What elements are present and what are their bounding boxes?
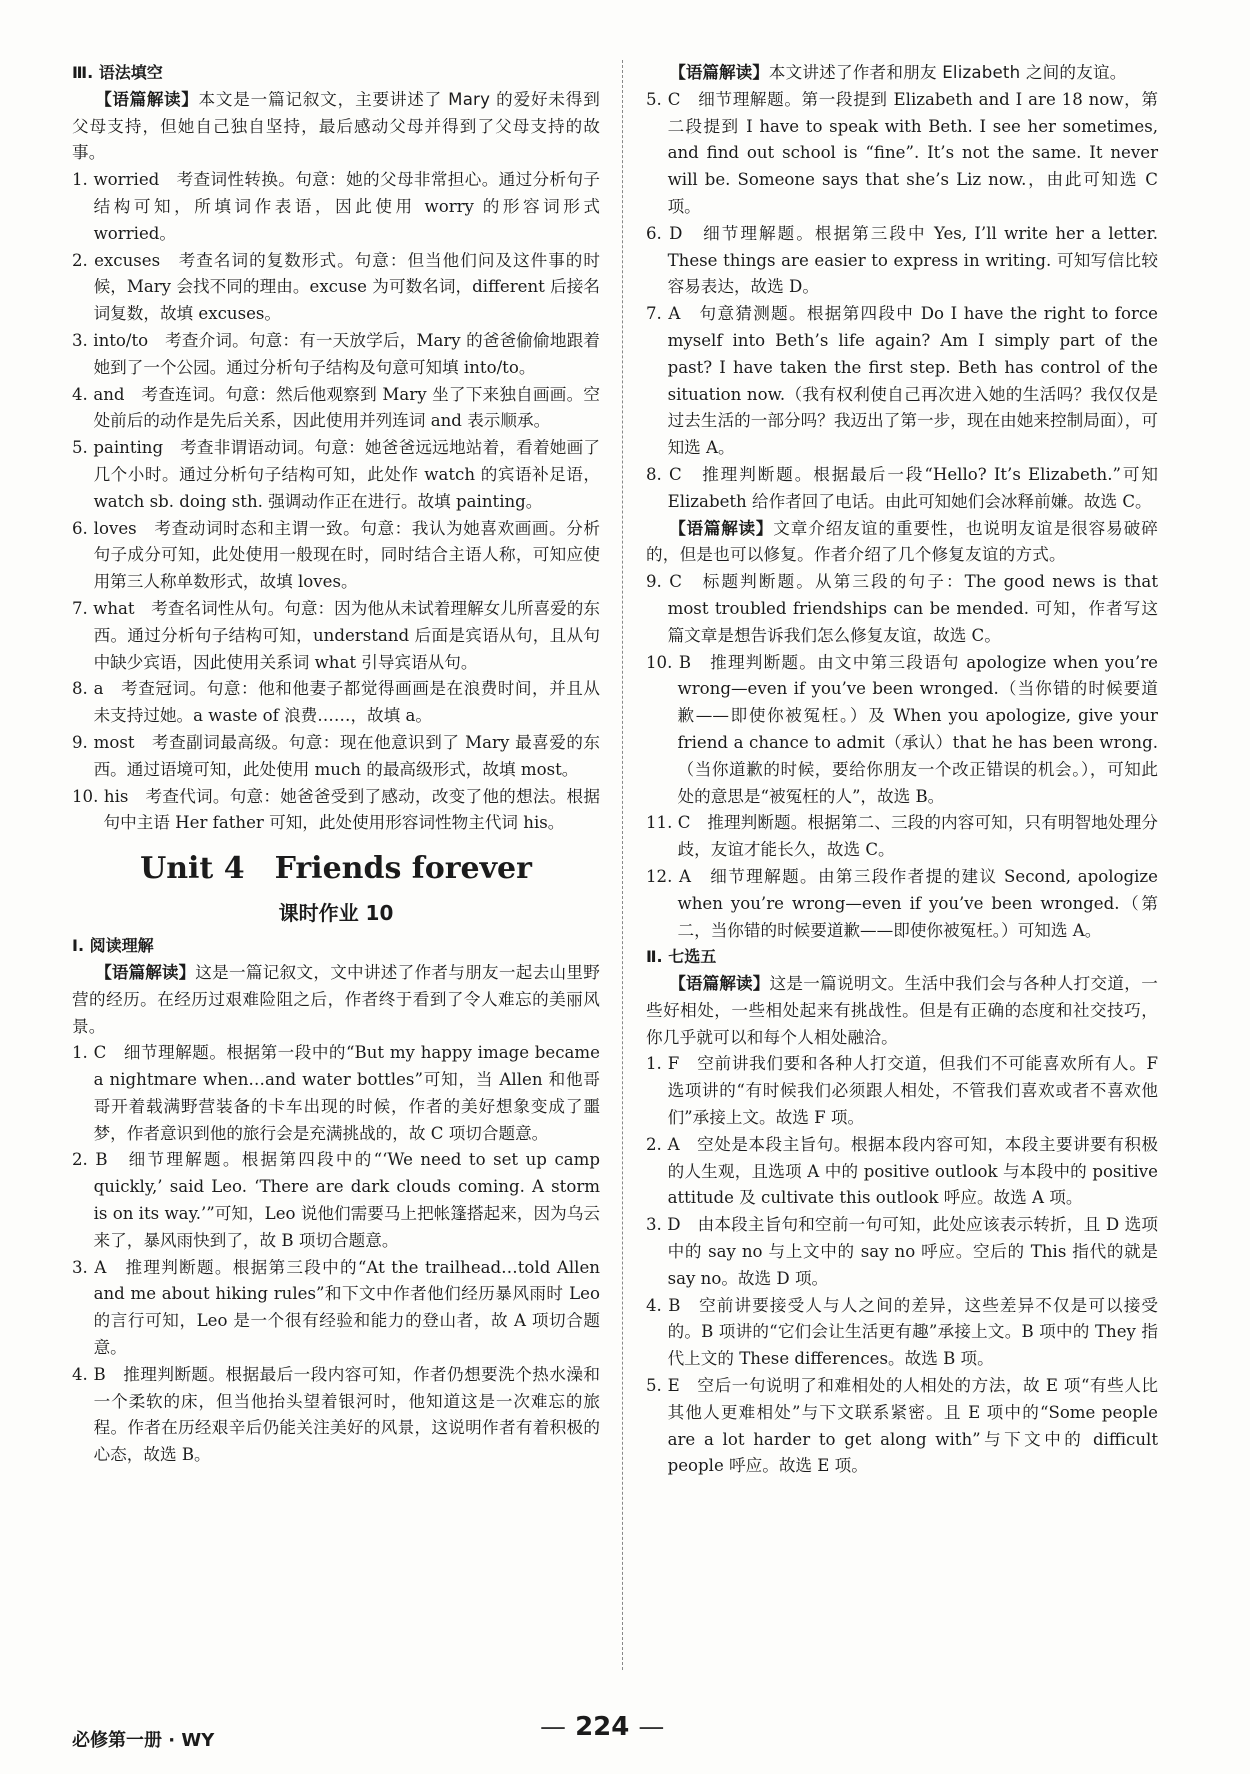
interp-tag: 【语篇解读】 (669, 63, 769, 82)
answer-item: 11. C 推理判断题。根据第二、三段的内容可知，只有明智地处理分歧，友谊才能长久，故选 C。 (646, 813, 1158, 860)
answer-item: 5. painting 考查非谓语动词。句意：她爸爸远远地站着，看着她画了几个小时。通过分析句子结构可知，此处作 watch 的宾语补足语，watch sb. doing sth. 强调动作正在进行。故填 painting。 (72, 438, 600, 511)
interp-text: 这是一篇说明文。生活中我们会与各种人打交道，一些好相处，一些相处起来有挑战性。但是有正确的态度和社交技巧，你几乎就可以和每个人相处融洽。 (646, 974, 1159, 1047)
answer-item: 4. B 空前讲要接受人与人之间的差异，这些差异不仅是可以接受的。B 项讲的“它们会让生活更有趣”承接上文。B 项中的 They 指代上文的 These differences。故选 B 项。 (646, 1295, 1158, 1369)
answer-item: 3. A 推理判断题。根据第三段中的“At the trailhead…told Allen and me about hiking rules”和下文中作者他们经历暴风雨时 Leo 的言行可知，Leo 是一个很有经验和能力的登山者，故 A 项切合题意。 (72, 1257, 600, 1358)
interp-text: 这是一篇记叙文，文中讲述了作者与朋友一起去山里野营的经历。在经历过艰难险阻之后，作者终于看到了令人难忘的美丽风景。 (72, 962, 600, 1036)
answer-item: 10. his 考查代词。句意：她爸爸受到了感动，改变了他的想法。根据句中主语 Her father 可知，此处使用形容词性物主代词 his。 (72, 786, 600, 833)
interp-tag: 【语篇解读】 (95, 89, 199, 109)
answer-item: 3. into/to 考查介词。句意：有一天放学后，Mary 的爸爸偷偷地跟着她到了一个公园。通过分析句子结构及句意可知填 into/to。 (72, 330, 600, 377)
interp-tag: 【语篇解读】 (669, 974, 770, 994)
column-divider (622, 60, 623, 1670)
passage-interpretation (646, 971, 1158, 1051)
interp-text: 文章介绍友谊的重要性，也说明友谊是很容易破碎的，但是也可以修复。作者介绍了几个修复友谊的方式。 (646, 518, 1158, 565)
answer-item: 8. a 考查冠词。句意：他和他妻子都觉得画画是在浪费时间，并且从未支持过她。a waste of 浪费……，故填 a。 (72, 679, 600, 726)
interp-tag: 【语篇解读】 (95, 962, 196, 982)
answer-item: 9. C 标题判断题。从第三段的句子：The good news is that most troubled friendships can be mended. 可知，作者写这篇文章是想告诉我们怎么修复友谊，故选 C。 (646, 572, 1158, 645)
lesson-title: 课时作业 10 (278, 901, 394, 926)
passage-interpretation (646, 516, 1158, 570)
answer-item: 2. excuses 考查名词的复数形式。句意：但当他们问及这件事的时候，Mary 会找不同的理由。excuse 为可数名词，different 后接名词复数，故填 excuses。 (72, 250, 600, 324)
answer-item: 3. D 由本段主旨句和空前一句可知，此处应该表示转折，且 D 选项中的 say no 与上文中的 say no 呼应。空后的 This 指代的就是 say no。故选 D 项。 (646, 1215, 1158, 1288)
answer-item: 4. and 考查连词。句意：然后他观察到 Mary 坐了下来独自画画。空处前后的动作是先后关系，因此使用并列连词 and 表示顺承。 (72, 384, 600, 431)
answer-item: 1. F 空前讲我们要和各种人打交道，但我们不可能喜欢所有人。F 选项讲的“有时候我们必须跟人相处，不管我们喜欢或者不喜欢他们”承接上文。故选 F 项。 (646, 1054, 1158, 1128)
page-number (540, 1712, 664, 1742)
unit-title: Unit 4 Friends forever (140, 851, 532, 887)
left-column (72, 60, 600, 1469)
answer-item: 8. C 推理判断题。根据最后一段“Hello? It’s Elizabeth.”可知 Elizabeth 给作者回了电话。由此可知她们会冰释前嫌。故选 C。 (646, 464, 1158, 511)
answer-item: 5. C 细节理解题。第一段提到 Elizabeth and I are 18 now，第二段提到 I have to speak with Beth. I see her sometimes, and find out school is “fine”. It’s not the same. It never will be. Someone says that she’s Liz now.，由此可知选 C 项。 (646, 89, 1158, 216)
interp-tag: 【语篇解读】 (669, 518, 774, 538)
answer-item: 1. C 细节理解题。根据第一段中的“But my happy image became a nightmare when…and water bottles”可知，当 Allen 和他哥哥开着载满野营装备的卡车出现的时候，作者的美好想象变成了噩梦，作者意识到他的旅行会是充满挑战的，故 C 项切合题意。 (72, 1043, 600, 1143)
section-heading-seven-five: Ⅱ. 七选五 (646, 947, 717, 967)
book-label: 必修第一册 · WY (72, 1730, 215, 1751)
section-heading-grammar: Ⅲ. 语法填空 (72, 63, 163, 82)
answer-item: 12. A 细节理解题。由第三段作者提的建议 Second, apologize when you’re wrong—even if you’ve been wronged.（第二，当你错的时候要道歉——即使你被冤枉。）可知选 A。 (646, 866, 1158, 940)
answer-item: 2. A 空处是本段主旨句。根据本段内容可知，本段主要讲要有积极的人生观，且选项 A 中的 positive outlook 与本段中的 positive attitude 及 cultivate this outlook 呼应。故选 A 项。 (646, 1134, 1158, 1208)
passage-interpretation (646, 60, 1158, 87)
page-number-value: 224 (575, 1712, 630, 1742)
interp-text: 本文讲述了作者和朋友 Elizabeth 之间的友谊。 (768, 63, 1127, 82)
section-heading-reading: Ⅰ. 阅读理解 (72, 936, 154, 956)
answer-item: 1. worried 考查词性转换。句意：她的父母非常担心。通过分析句子结构可知，所填词作表语，因此使用 worry 的形容词形式 worried。 (72, 170, 600, 243)
answer-item: 5. E 空后一句说明了和难相处的人相处的方法，故 E 项“有些人比其他人更难相处”与下文联系紧密。且 E 项中的“Some people are a lot harder to get along with”与下文中的 difficult people 呼应。故选 E 项。 (646, 1376, 1158, 1476)
interp-text: 本文是一篇记叙文，主要讲述了 Mary 的爱好未得到父母支持，但她自己独自坚持，最后感动父母并得到了父母支持的故事。 (72, 89, 600, 163)
answer-item: 4. B 推理判断题。根据最后一段内容可知，作者仍想要洗个热水澡和一个柔软的床，但当他抬头望着银河时，他知道这是一次难忘的旅程。作者在历经艰辛后仍能关注美好的风景，这说明作者有着积极的心态，故选 B。 (72, 1364, 600, 1465)
answer-item: 7. A 句意猜测题。根据第四段中 Do I have the right to force myself into Beth’s life again? Am I simply part of the past? I have taken the first step. Beth has control of the situation now.（我有权利使自己再次进入她的生活吗？我仅仅是过去生活的一部分吗？我迈出了第一步，现在由她来控制局面），可知选 A。 (646, 304, 1158, 458)
answer-item: 7. what 考查名词性从句。句意：因为他从未试着理解女儿所喜爱的东西。通过分析句子结构可知，understand 后面是宾语从句，且从句中缺少宾语，因此使用关系词 what 引导宾语从句。 (72, 598, 600, 672)
answer-item: 6. D 细节理解题。根据第三段中 Yes, I’ll write her a letter. These things are easier to express in writing. 可知写信比较容易表达，故选 D。 (646, 223, 1158, 297)
right-column (646, 60, 1158, 1480)
passage-interpretation (72, 87, 600, 167)
page-dash-left: — (540, 1712, 566, 1742)
answer-item: 9. most 考查副词最高级。句意：现在他意识到了 Mary 最喜爱的东西。通过语境可知，此处使用 much 的最高级形式，故填 most。 (72, 732, 600, 779)
page-dash-right: — (638, 1712, 665, 1742)
passage-interpretation (72, 960, 600, 1040)
answer-item: 6. loves 考查动词时态和主谓一致。句意：我认为她喜欢画画。分析句子成分可知，此处使用一般现在时，同时结合主语人称，可知应使用第三人称单数形式，故填 loves。 (72, 518, 600, 592)
answer-item: 2. B 细节理解题。根据第四段中的“‘We need to set up camp quickly,’ said Leo. ‘There are dark clouds coming. A storm is on its way.’”可知，Leo 说他们需要马上把帐篷搭起来，因为乌云来了，暴风雨快到了，故 B 项切合题意。 (72, 1150, 600, 1250)
answer-item: 10. B 推理判断题。由文中第三段语句 apologize when you’re wrong—even if you’ve been wronged.（当你错的时候要道歉——即使你被冤枉。）及 When you apologize, give your friend a chance to admit（承认）that he has been wrong.（当你道歉的时候，要给你朋友一个改正错误的机会。），可知此处的意思是“被冤枉的人”，故选 B。 (646, 652, 1158, 806)
